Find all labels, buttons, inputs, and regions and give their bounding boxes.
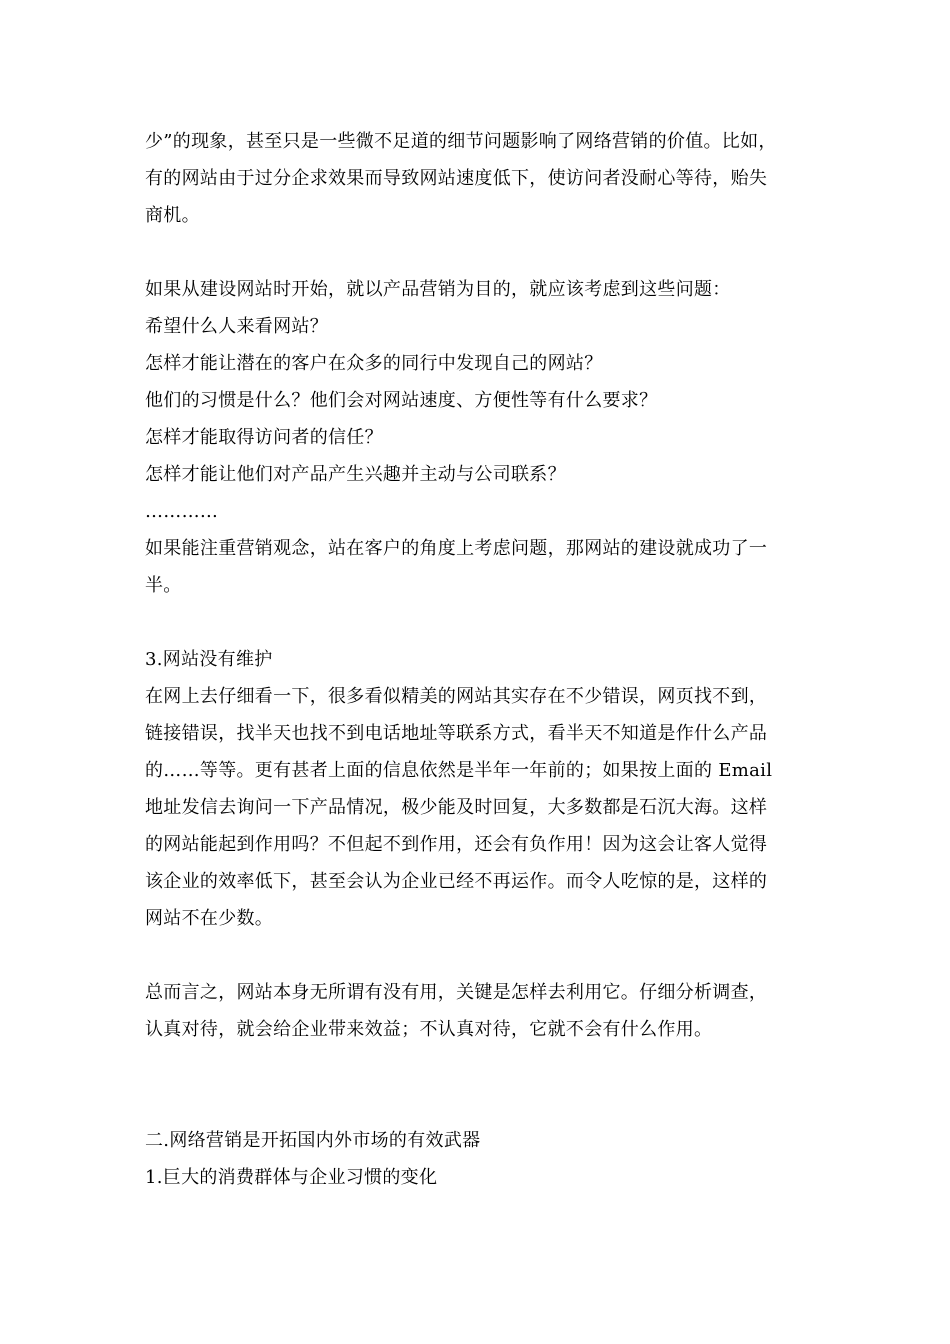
text-line: 该企业的效率低下，甚至会认为企业已经不再运作。而令人吃惊的是，这样的 [145, 871, 768, 892]
ellipsis-line: ………… [145, 501, 219, 522]
paragraph-1 [145, 123, 815, 234]
paragraph-3 [145, 678, 815, 937]
text-line: 如果从建设网站时开始，就以产品营销为目的，就应该考虑到这些问题： [145, 279, 731, 300]
question-line: 怎样才能让他们对产品产生兴趣并主动与公司联系？ [145, 464, 566, 485]
section-spacer [145, 1048, 815, 1122]
paragraph-spacer [145, 234, 815, 271]
text-line: 少”的现象，甚至只是一些微不足道的细节问题影响了网络营销的价值。比如， [145, 131, 777, 152]
chapter-heading: 二.网络营销是开拓国内外市场的有效武器 [145, 1130, 481, 1151]
question-line: 怎样才能取得访问者的信任？ [145, 427, 383, 448]
text-line: 认真对待，就会给企业带来效益；不认真对待，它就不会有什么作用。 [145, 1019, 713, 1040]
document-page [145, 123, 815, 1196]
text-line: 商机。 [145, 205, 200, 226]
text-line: 的……等等。更有甚者上面的信息依然是半年一年前的；如果按上面的 Email [145, 760, 773, 781]
question-line: 怎样才能让潜在的客户在众多的同行中发现自己的网站？ [145, 353, 603, 374]
paragraph-4 [145, 974, 815, 1048]
text-line: 的网站能起到作用吗？不但起不到作用，还会有负作用！因为这会让客人觉得 [145, 834, 768, 855]
question-line: 希望什么人来看网站？ [145, 316, 328, 337]
text-line: 总而言之，网站本身无所谓有没有用，关键是怎样去利用它。仔细分析调查， [145, 982, 768, 1003]
question-line: 他们的习惯是什么？他们会对网站速度、方便性等有什么要求？ [145, 390, 658, 411]
paragraph-2 [145, 271, 815, 604]
text-line: 如果能注重营销观念，站在客户的角度上考虑问题，那网站的建设就成功了一 [145, 538, 768, 559]
section-heading: 1.巨大的消费群体与企业习惯的变化 [145, 1167, 438, 1188]
section-heading: 3.网站没有维护 [145, 649, 273, 670]
paragraph-spacer [145, 937, 815, 974]
text-line: 链接错误，找半天也找不到电话地址等联系方式，看半天不知道是作什么产品 [145, 723, 768, 744]
text-line: 有的网站由于过分企求效果而导致网站速度低下，使访问者没耐心等待，贻失 [145, 168, 768, 189]
text-line: 半。 [145, 575, 182, 596]
text-line: 网站不在少数。 [145, 908, 274, 929]
text-line: 地址发信去询问一下产品情况，极少能及时回复，大多数都是石沉大海。这样 [145, 797, 768, 818]
text-line: 在网上去仔细看一下，很多看似精美的网站其实存在不少错误，网页找不到， [145, 686, 768, 707]
paragraph-spacer [145, 604, 815, 641]
